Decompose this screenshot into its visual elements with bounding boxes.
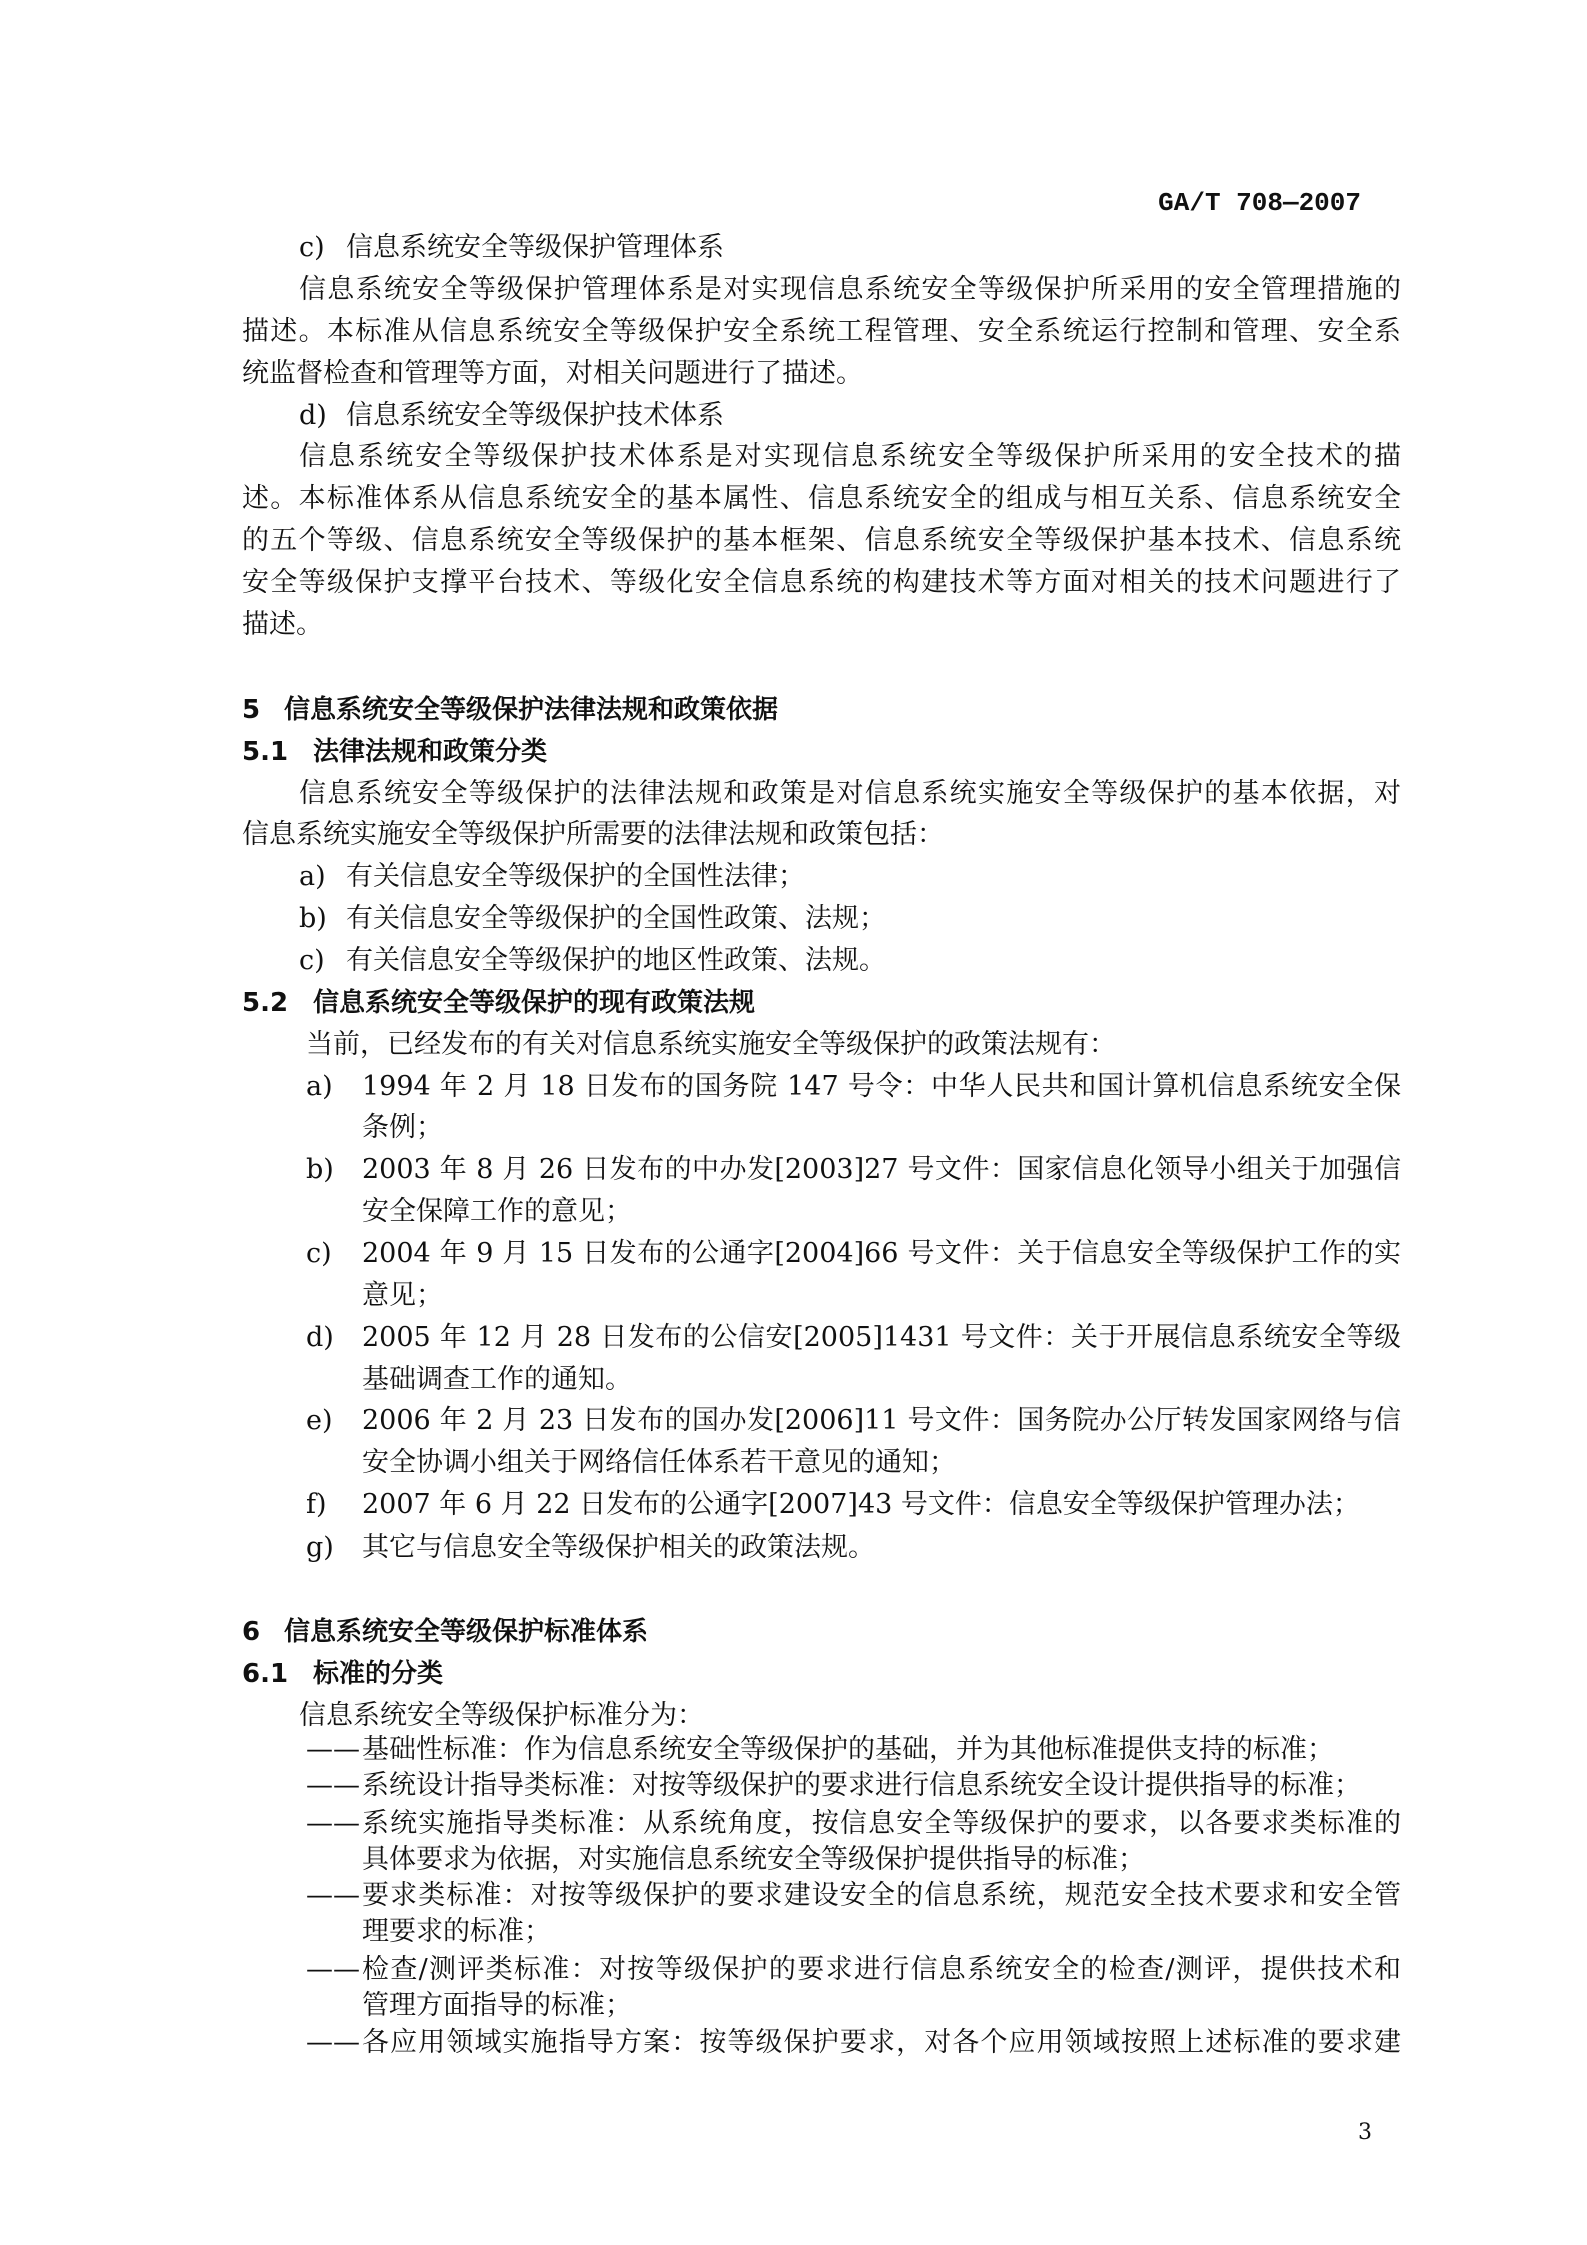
dash-bullet: ——	[306, 2027, 360, 2058]
list-item: 2004 年 9 月 15 日发布的公通字[2004]66 号文件：关于信息安全等级保护工作的实	[362, 1238, 1401, 1269]
list-item: 2003 年 8 月 26 日发布的中办发[2003]27 号文件：国家信息化领导小组关于加强信	[362, 1154, 1401, 1185]
list-label: a)	[306, 1071, 333, 1102]
paragraph-line: 信息系统实施安全等级保护所需要的法律法规和政策包括：	[242, 819, 944, 850]
list-label: c)	[299, 945, 325, 976]
subsection-number: 6.1	[242, 1659, 289, 1689]
paragraph-line: 统监督检查和管理等方面，对相关问题进行了描述。	[242, 358, 863, 389]
list-item: 2005 年 12 月 28 日发布的公信安[2005]1431 号文件：关于开展信息系统安全等级	[362, 1322, 1401, 1353]
list-item: 要求类标准：对按等级保护的要求建设安全的信息系统，规范安全技术要求和安全管	[362, 1880, 1401, 1911]
list-item-continued: 意见；	[362, 1280, 443, 1311]
page-number: 3	[1358, 2120, 1372, 2145]
list-label: d)	[306, 1322, 334, 1353]
list-label: f)	[306, 1489, 327, 1520]
paragraph-line: 信息系统安全等级保护的法律法规和政策是对信息系统实施安全等级保护的基本依据，对	[299, 778, 1401, 809]
list-label: c)	[306, 1238, 332, 1269]
list-item: 检查/测评类标准：对按等级保护的要求进行信息系统安全的检查/测评，提供技术和	[362, 1954, 1401, 1985]
list-item: 系统实施指导类标准：从系统角度，按信息安全等级保护的要求，以各要求类标准的	[362, 1808, 1401, 1839]
subsection-title: 标准的分类	[313, 1659, 444, 1689]
paragraph-line: 描述。本标准从信息系统安全等级保护安全系统工程管理、安全系统运行控制和管理、安全系	[242, 316, 1401, 347]
paragraph-line: 描述。	[242, 609, 323, 640]
paragraph-line: 信息系统安全等级保护标准分为：	[299, 1700, 704, 1731]
dash-bullet: ——	[306, 1734, 360, 1765]
list-item: 2007 年 6 月 22 日发布的公通字[2007]43 号文件：信息安全等级保护管理办法；	[362, 1489, 1360, 1520]
list-item: 有关信息安全等级保护的地区性政策、法规。	[346, 945, 886, 976]
list-label: g)	[306, 1532, 334, 1563]
dash-bullet: ——	[306, 1880, 360, 1911]
list-item-title: 信息系统安全等级保护技术体系	[346, 400, 724, 431]
subsection-number: 5.1	[242, 737, 289, 767]
list-item-title: 信息系统安全等级保护管理体系	[346, 232, 724, 263]
list-item-continued: 具体要求为依据，对实施信息系统安全等级保护提供指导的标准；	[362, 1844, 1145, 1875]
list-item: 基础性标准：作为信息系统安全等级保护的基础，并为其他标准提供支持的标准；	[362, 1734, 1334, 1765]
paragraph-line: 安全等级保护支撑平台技术、等级化安全信息系统的构建技术等方面对相关的技术问题进行了	[242, 567, 1401, 598]
list-item: 各应用领域实施指导方案：按等级保护要求，对各个应用领域按照上述标准的要求建	[362, 2027, 1401, 2058]
list-item: 有关信息安全等级保护的全国性政策、法规；	[346, 903, 886, 934]
subsection-number: 5.2	[242, 988, 289, 1018]
paragraph-line: 信息系统安全等级保护技术体系是对实现信息系统安全等级保护所采用的安全技术的描	[299, 441, 1401, 472]
section-number: 6	[242, 1617, 261, 1647]
list-item-continued: 基础调查工作的通知。	[362, 1364, 632, 1395]
subsection-title: 法律法规和政策分类	[313, 737, 548, 767]
list-item-continued: 安全协调小组关于网络信任体系若干意见的通知；	[362, 1447, 956, 1478]
section-title: 信息系统安全等级保护标准体系	[284, 1617, 649, 1647]
list-item-continued: 安全保障工作的意见；	[362, 1196, 632, 1227]
list-item-continued: 管理方面指导的标准；	[362, 1990, 632, 2021]
list-label: b)	[299, 903, 327, 934]
list-label: a)	[299, 861, 326, 892]
section-title: 信息系统安全等级保护法律法规和政策依据	[284, 695, 779, 725]
dash-bullet: ——	[306, 1770, 360, 1801]
list-label: e)	[306, 1405, 333, 1436]
paragraph-line: 信息系统安全等级保护管理体系是对实现信息系统安全等级保护所采用的安全管理措施的	[299, 274, 1401, 305]
section-number: 5	[242, 695, 261, 725]
dash-bullet: ——	[306, 1808, 360, 1839]
list-item: 有关信息安全等级保护的全国性法律；	[346, 861, 805, 892]
list-item: 1994 年 2 月 18 日发布的国务院 147 号令：中华人民共和国计算机信息系统安全保	[362, 1071, 1401, 1102]
list-item-continued: 理要求的标准；	[362, 1916, 551, 1947]
subsection-title: 信息系统安全等级保护的现有政策法规	[313, 988, 756, 1018]
list-item: 2006 年 2 月 23 日发布的国办发[2006]11 号文件：国务院办公厅转发国家网络与信	[362, 1405, 1401, 1436]
paragraph-line: 的五个等级、信息系统安全等级保护的基本框架、信息系统安全等级保护基本技术、信息系统	[242, 525, 1401, 556]
paragraph-line: 当前，已经发布的有关对信息系统实施安全等级保护的政策法规有：	[306, 1029, 1116, 1060]
list-item-continued: 条例；	[362, 1112, 443, 1143]
list-label: c)	[299, 232, 325, 263]
list-label: b)	[306, 1154, 334, 1185]
list-item: 其它与信息安全等级保护相关的政策法规。	[362, 1532, 875, 1563]
dash-bullet: ——	[306, 1954, 360, 1985]
list-label: d)	[299, 400, 327, 431]
paragraph-line: 述。本标准体系从信息系统安全的基本属性、信息系统安全的组成与相互关系、信息系统安全	[242, 483, 1401, 514]
list-item: 系统设计指导类标准：对按等级保护的要求进行信息系统安全设计提供指导的标准；	[362, 1770, 1361, 1801]
document-id: GA/T 708—2007	[1158, 188, 1361, 218]
